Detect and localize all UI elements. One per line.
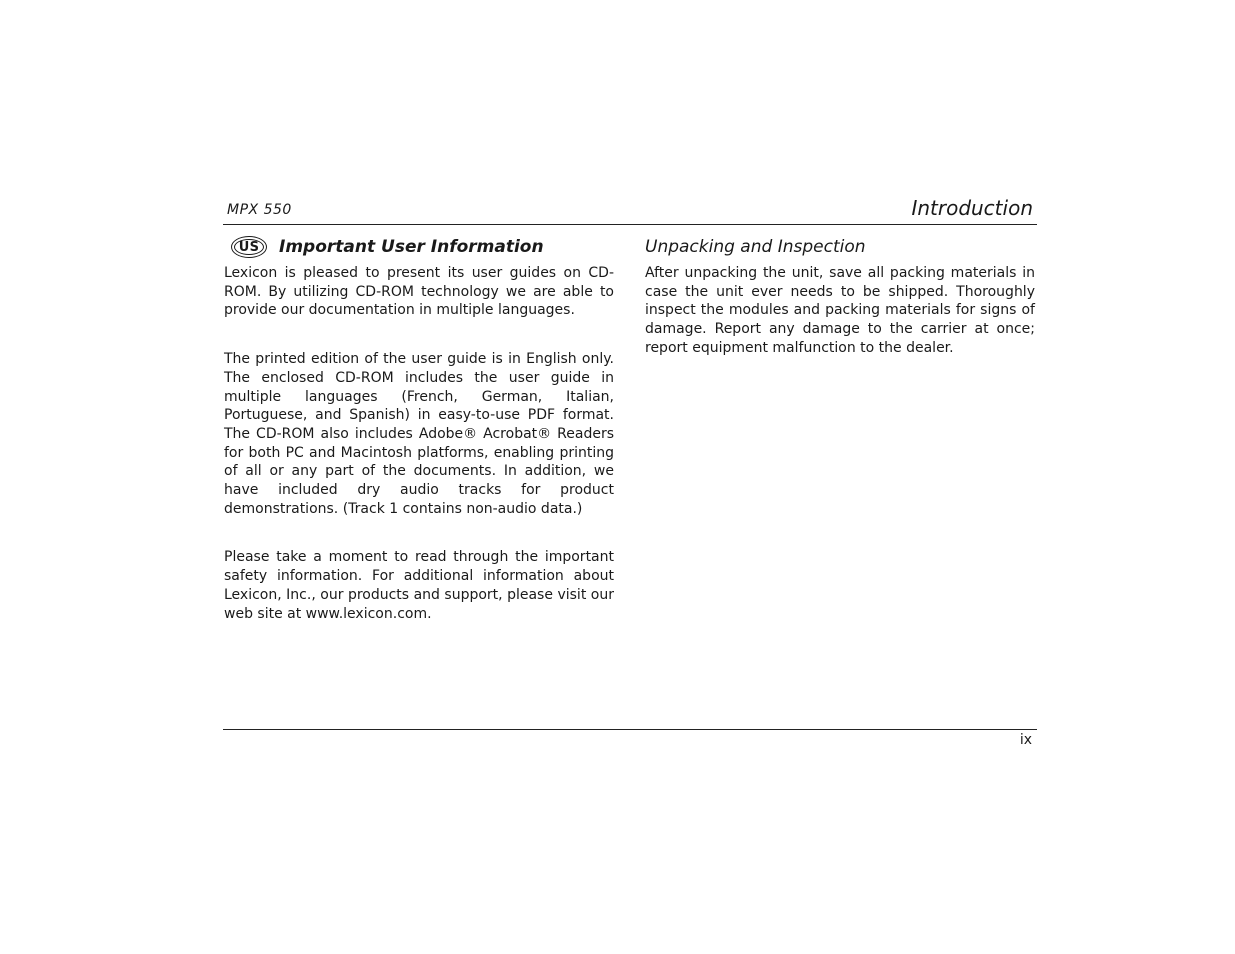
paragraph: Lexicon is pleased to present its user guides on CD-ROM. By utilizing CD-ROM technology we are able to provide our documentation in multiple languages.	[224, 265, 614, 319]
heading-text: Unpacking and Inspection	[645, 237, 866, 257]
paragraph: After unpacking the unit, save all packing materials in case the unit ever needs to be shipped. Thoroughly inspect the modules and packing materials for signs of damage. Report any damage to the carrier at once; report equipment malfunction to the dealer.	[645, 265, 1035, 356]
page-number: ix	[1019, 732, 1032, 748]
header-model-name: MPX 550	[227, 202, 292, 218]
paragraph: The printed edition of the user guide is in English only. The enclosed CD-ROM includes the user guide in multiple languages (French, German, Italian, Portuguese, and Spanish) in easy-to-use PDF format. The CD-ROM also includes Adobe® Acrobat® Readers for both PC and Macintosh platforms, enabling printing of all or any part of the documents. In addition, we have included dry audio tracks for product demonstrations. (Track 1 contains non-audio data.)	[224, 351, 614, 517]
header-section-title: Introduction	[911, 196, 1033, 220]
heading-text: Important User Information	[279, 237, 544, 257]
footer-rule	[223, 729, 1037, 730]
paragraph: Please take a moment to read through the important safety information. For additional information about Lexicon, Inc., our products and support, please visit our web site at www.lexicon.com.	[224, 549, 614, 622]
us-flag-icon: US	[231, 236, 267, 258]
section-heading-unpacking	[645, 234, 1035, 260]
section-heading-important-info	[224, 234, 614, 260]
left-column	[224, 234, 614, 623]
header-rule	[223, 224, 1037, 225]
right-column	[645, 234, 1035, 358]
